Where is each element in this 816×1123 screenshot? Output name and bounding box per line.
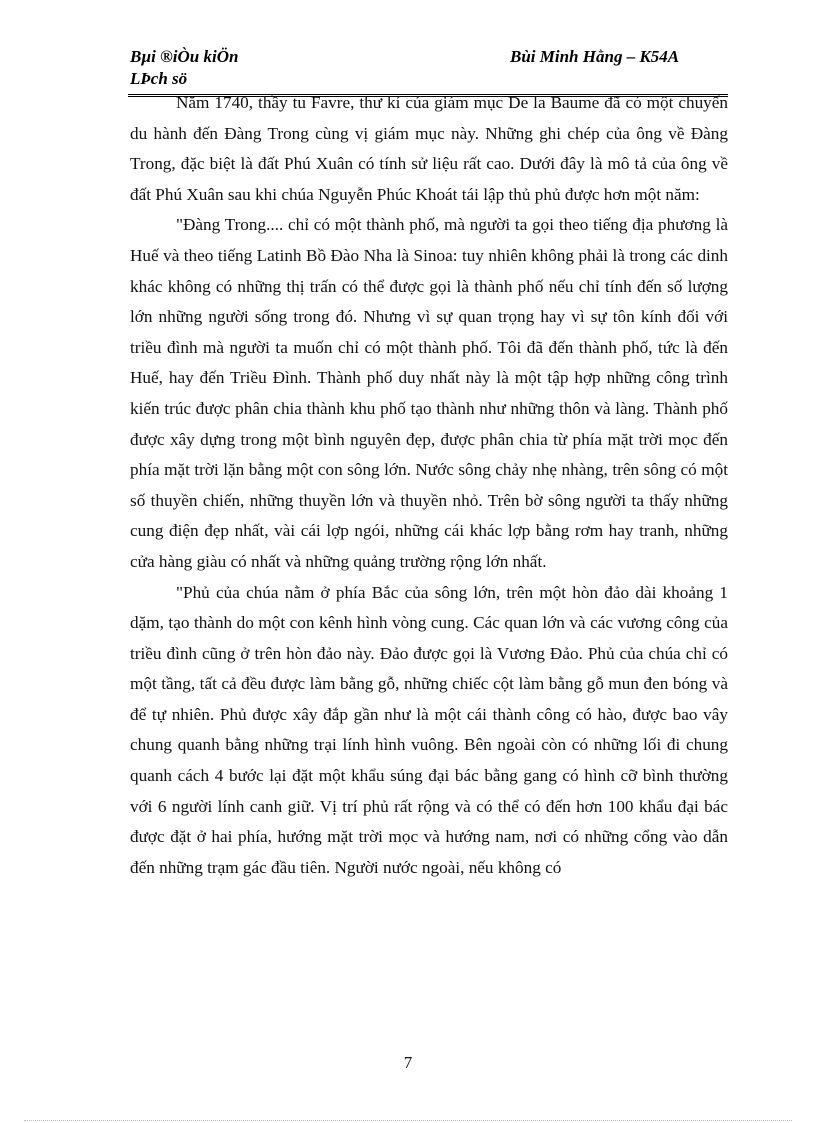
header-left-line2: LÞch sö	[130, 69, 188, 88]
paragraph-2: "Đàng Trong.... chỉ có một thành phố, mà người ta gọi theo tiếng địa phương là Huế và theo tiếng Latinh Bồ Đào Nha là Sinoa: tuy nhiên không phải là trong các dinh khác không có những thị trấn có thể được gọi là thành phố nếu chỉ tính đến số lượng lớn những người sống trong đó. Nhưng vì sự quan trọng hay vì sự tôn kính đối với triều đình mà người ta muốn chỉ có một thành phố. Tôi đã đến thành phố, tức là đến Huế, hay đến Triều Đình. Thành phố duy nhất này là một tập hợp những công trình kiến trúc được phân chia thành khu phố tạo thành như những thôn và làng. Thành phố được xây dựng trong một bình nguyên đẹp, được phân chia từ phía mặt trời mọc đến phía mặt trời lặn bằng một con sông lớn. Nước sông chảy nhẹ nhàng, trên sông có một số thuyền chiến, những thuyền lớn và thuyền nhỏ. Trên bờ sông người ta thấy những cung điện đẹp nhất, vài cái lợp ngói, những cái khác lợp bằng rơm hay tranh, những cửa hàng giàu có nhất và những quảng trường rộng lớn nhất.	[130, 215, 728, 571]
paragraph-3: "Phủ của chúa nằm ở phía Bắc của sông lớn, trên một hòn đảo dài khoảng 1 dặm, tạo thành do một con kênh hình vòng cung. Các quan lớn và các vương công của triều đình cũng ở trên hòn đảo này. Đảo được gọi là Vương Đảo. Phủ của chúa chỉ có một tầng, tất cả đều được làm bằng gỗ, những chiếc cột làm bằng gỗ mun đen bóng và để tự nhiên. Phủ được xây đắp gần như là một cái thành công có hào, được bao vây chung quanh bằng những trại lính hình vuông. Bên ngoài còn có những lối đi chung quanh cách 4 bước lại đặt một khẩu súng đại bác bằng gang có hình cỡ bình thường với 6 người lính canh giữ. Vị trí phủ rất rộng và có thể có đến hơn 100 khẩu đại bác được đặt ở hai phía, hướng mặt trời mọc và hướng nam, nơi có những cổng vào dẫn đến những trạm gác đầu tiên. Người nước ngoài, nếu không có	[130, 582, 728, 877]
paragraph-1: Năm 1740, thầy tu Favre, thư kí của giám mục De la Baume đã có một chuyến du hành đến Đàng Trong cùng vị giám mục này. Những ghi chép của ông về Đàng Trong, đặc biệt là đất Phú Xuân có tính sử liệu rất cao. Dưới đây là mô tả của ông về đất Phú Xuân sau khi chúa Nguyễn Phúc Khoát tái lập thủ phủ được hơn một năm:	[130, 93, 728, 204]
header-left-line1: Bµi ®iÒu kiÖn	[130, 47, 239, 66]
body-text	[130, 88, 728, 883]
footer-divider	[24, 1120, 792, 1121]
header-left	[130, 46, 238, 90]
page-number: 7	[403, 1053, 413, 1072]
header-author: Bùi Minh Hằng – K54A	[510, 47, 680, 66]
